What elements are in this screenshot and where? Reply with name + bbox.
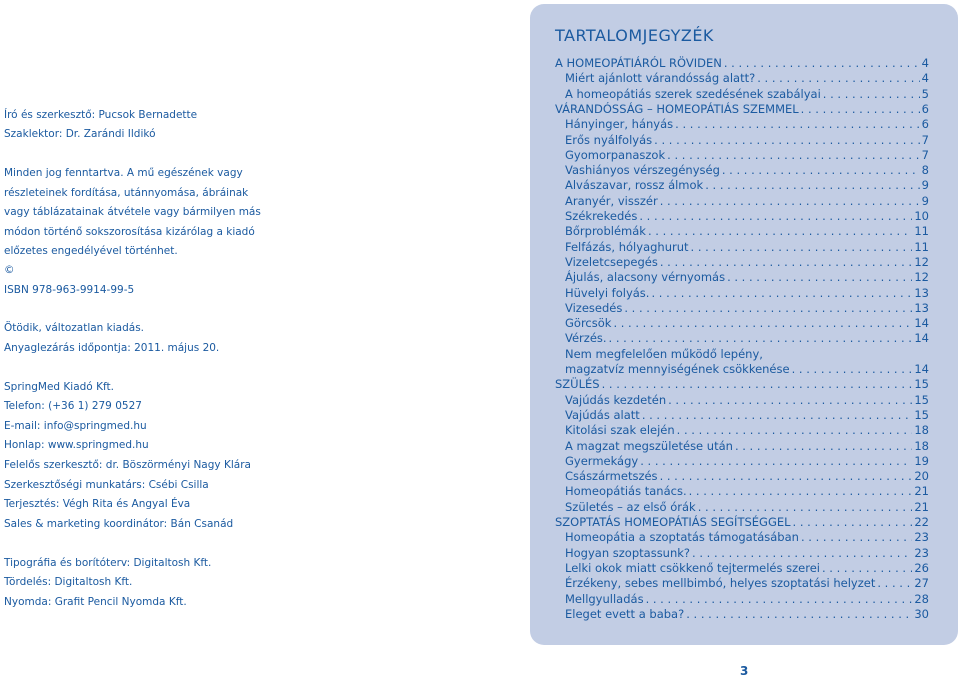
toc-entry-title: Hüvelyi folyás.	[565, 285, 650, 300]
toc-entry-page: 21	[914, 499, 929, 514]
toc-entry-page: 11	[914, 224, 929, 239]
toc-entry	[565, 607, 929, 622]
toc-dot-leader	[823, 87, 920, 101]
toc-entry-title: Vérzés.	[565, 331, 607, 346]
toc-entry	[565, 484, 929, 499]
toc-entry-title: A magzat megszületése után	[565, 438, 733, 453]
toc-dot-leader	[660, 255, 913, 269]
toc-entry-title: Görcsök	[565, 316, 612, 331]
toc-dot-leader	[689, 484, 913, 498]
toc-entry-page: 6	[921, 101, 929, 116]
toc-entry-page: 12	[914, 254, 929, 269]
toc-entry	[565, 270, 929, 285]
toc-dot-leader	[651, 286, 912, 300]
toc-entry	[565, 316, 929, 331]
editorial-staff-line: Szerkesztőségi munkatárs: Csébi Csilla	[4, 479, 209, 491]
toc-section-entry	[555, 515, 929, 530]
toc-entry-title: Hányinger, hányás	[565, 117, 674, 132]
toc-entry	[565, 178, 929, 193]
toc-section-entry	[555, 102, 929, 117]
rights-line: módon történő sokszorosítása kizárólag a kiadó	[4, 226, 255, 238]
toc-dot-leader	[648, 224, 912, 238]
toc-entry	[565, 301, 929, 316]
toc-entry-title: Lelki okok miatt csökkenő tejtermelés szerei	[565, 560, 820, 575]
toc-entry	[565, 561, 929, 576]
toc-entry-title: Vajúdás kezdetén	[565, 392, 667, 407]
toc-entry-page: 12	[914, 270, 929, 285]
toc-dot-leader	[724, 56, 920, 70]
toc-dot-leader	[686, 607, 912, 621]
toc-entry-page: 11	[914, 239, 929, 254]
toc-entry	[565, 362, 929, 377]
toc-dot-leader	[624, 301, 912, 315]
toc-entry	[565, 117, 929, 132]
toc-entry-title: Vizeletcsepegés	[565, 254, 658, 269]
toc-dot-leader	[642, 408, 913, 422]
toc-entry-page: 15	[914, 377, 929, 392]
closing-date-line: Anyaglezárás időpontja: 2011. május 20.	[4, 342, 220, 354]
toc-section-entry	[555, 56, 929, 71]
toc-entry-page: 14	[914, 362, 929, 376]
toc-dot-leader	[722, 163, 920, 177]
toc-entry	[565, 240, 929, 255]
toc-entry-title: SZOPTATÁS HOMEOPÁTIÁS SEGÍTSÉGGEL	[555, 515, 791, 529]
toc-entry-title: Erős nyálfolyás	[565, 132, 653, 147]
toc-entry-page: 30	[914, 606, 929, 621]
author-line: Író és szerkesztő: Pucsok Bernadette	[4, 109, 198, 121]
edition-line: Ötödik, változatlan kiadás.	[4, 322, 144, 334]
distribution-line: Terjesztés: Végh Rita és Angyal Éva	[4, 498, 191, 510]
copyright-symbol: ©	[4, 264, 15, 276]
toc-entry-page: 4	[921, 71, 929, 86]
toc-entry	[565, 87, 929, 102]
toc-entry-page: 18	[914, 438, 929, 453]
toc-entry-page: 14	[914, 316, 929, 331]
toc-title: TARTALOMJEGYZÉK	[555, 26, 714, 45]
toc-entry-page: 9	[921, 193, 929, 208]
toc-entry-page: 8	[921, 163, 929, 178]
toc-entry-page: 23	[914, 530, 929, 545]
toc-entry-page: 13	[914, 285, 929, 300]
toc-entry-title: Születés – az első órák	[565, 499, 696, 514]
toc-entry	[565, 423, 929, 438]
toc-entry	[565, 469, 929, 484]
toc-dot-leader	[822, 561, 912, 575]
isbn-line: ISBN 978-963-9914-99-5	[4, 284, 135, 296]
toc-entry	[565, 576, 929, 591]
toc-dot-leader	[692, 546, 912, 560]
toc-entry	[565, 209, 929, 224]
website-line: Honlap: www.springmed.hu	[4, 439, 149, 451]
toc-entry-page: 9	[921, 178, 929, 193]
toc-entry-title: Ájulás, alacsony vérnyomás	[565, 270, 726, 285]
toc-entry-title: Császármetszés	[565, 469, 658, 484]
toc-dot-leader	[667, 148, 920, 162]
toc-entry	[565, 408, 929, 423]
toc-entry	[565, 286, 929, 301]
toc-entry-page: 6	[921, 117, 929, 132]
table-of-contents	[530, 4, 958, 645]
toc-dot-leader	[801, 530, 912, 544]
toc-dot-leader	[677, 423, 913, 437]
toc-dot-leader	[613, 316, 912, 330]
toc-entry	[565, 224, 929, 239]
publisher-line: SpringMed Kiadó Kft.	[4, 381, 114, 393]
toc-entry-title: Miért ajánlott várandósság alatt?	[565, 71, 756, 86]
toc-dot-leader	[602, 377, 913, 391]
toc-dot-leader	[609, 331, 913, 345]
toc-entry	[565, 347, 929, 362]
toc-dot-leader	[691, 240, 913, 254]
toc-entry	[565, 148, 929, 163]
toc-dot-leader	[801, 102, 920, 116]
toc-entry	[565, 439, 929, 454]
toc-entry-title: Vashiányos vérszegénység	[565, 163, 720, 178]
toc-entry-title: Érzékeny, sebes mellbimbó, helyes szoptatási helyzet	[565, 576, 876, 591]
toc-dot-leader	[640, 454, 912, 468]
toc-entry-page: 27	[914, 576, 929, 591]
toc-dot-leader	[660, 469, 913, 483]
toc-dot-leader	[639, 209, 912, 223]
toc-entry-page: 18	[914, 423, 929, 438]
toc-entry	[565, 454, 929, 469]
toc-entry-title: SZÜLÉS	[555, 377, 600, 392]
toc-entry-title: Székrekedés	[565, 209, 638, 223]
toc-dot-leader	[675, 117, 920, 131]
toc-entry-title: Gyermekágy	[565, 453, 639, 468]
toc-entry-page: 7	[921, 132, 929, 147]
toc-entry	[565, 500, 929, 515]
toc-entry-title: Vajúdás alatt	[565, 407, 640, 422]
toc-dot-leader	[654, 133, 920, 147]
rights-line: Minden jog fenntartva. A mű egészének vagy	[4, 167, 243, 179]
toc-entry-title: VÁRANDÓSSÁG – HOMEOPÁTIÁS SZEMMEL	[555, 101, 799, 116]
toc-entry	[565, 331, 929, 346]
toc-entry-page: 26	[914, 560, 929, 575]
toc-entry	[565, 255, 929, 270]
email-line: E-mail: info@springmed.hu	[4, 420, 147, 432]
page-number: 3	[740, 664, 749, 678]
reviewer-line: Szaklektor: Dr. Zarándi Ildikó	[4, 128, 156, 140]
toc-entry	[565, 194, 929, 209]
sales-line: Sales & marketing koordinátor: Bán Csanád	[4, 518, 234, 530]
toc-entry-page: 28	[914, 591, 929, 606]
toc-entry-page: 14	[914, 331, 929, 346]
toc-entry-page: 22	[914, 515, 929, 529]
toc-dot-leader	[660, 194, 920, 208]
toc-dot-leader	[793, 515, 913, 529]
rights-line: vagy táblázatainak átvétele vagy bármilyen más	[4, 206, 261, 218]
toc-entry	[565, 530, 929, 545]
layout-line: Tördelés: Digitaltosh Kft.	[4, 576, 133, 588]
toc-entry-page: 19	[914, 453, 929, 468]
toc-entry	[565, 71, 929, 86]
toc-dot-leader	[646, 592, 913, 606]
toc-dot-leader	[698, 500, 913, 514]
toc-entry-title: Vizesedés	[565, 300, 623, 315]
toc-entry-page: 5	[921, 86, 929, 101]
toc-entry-page: 15	[914, 407, 929, 422]
toc-entry-title: Gyomorpanaszok	[565, 147, 666, 162]
toc-entry-title: A homeopátiás szerek szedésének szabályai	[565, 86, 821, 101]
editor-in-charge-line: Felelős szerkesztő: dr. Böszörményi Nagy Klára	[4, 459, 251, 471]
rights-line: előzetes engedélyével történhet.	[4, 245, 178, 257]
toc-entry-title: Felfázás, hólyaghurut	[565, 239, 689, 254]
toc-entry-title: Nem megfelelően működő lepény,	[565, 346, 763, 361]
toc-entry-page: 15	[914, 392, 929, 407]
toc-entry-page: 7	[921, 147, 929, 162]
toc-entry	[565, 133, 929, 148]
phone-line: Telefon: (+36 1) 279 0527	[4, 400, 142, 412]
toc-entry-page: 23	[914, 545, 929, 560]
toc-entry	[565, 393, 929, 408]
toc-dot-leader	[757, 71, 919, 85]
toc-entry-title: Hogyan szoptassunk?	[565, 545, 691, 560]
toc-entry	[565, 163, 929, 178]
toc-entry-title: Bőrproblémák	[565, 224, 646, 239]
toc-entry-title: Kitolási szak elején	[565, 423, 675, 438]
toc-dot-leader	[735, 439, 912, 453]
toc-dot-leader	[668, 393, 912, 407]
typography-line: Tipográfia és borítóterv: Digitaltosh Kft.	[4, 557, 212, 569]
toc-entry-title: Homeopátia a szoptatás támogatásában	[565, 530, 799, 545]
toc-entry-title: Eleget evett a baba?	[565, 606, 685, 621]
toc-dot-leader	[792, 362, 913, 376]
toc-entry-title: magzatvíz mennyiségének csökkenése	[565, 362, 790, 376]
toc-dot-leader	[705, 178, 919, 192]
printing-line: Nyomda: Grafit Pencil Nyomda Kft.	[4, 596, 187, 608]
toc-dot-leader	[727, 270, 912, 284]
toc-entry-title: A HOMEOPÁTIÁRÓL RÖVIDEN	[555, 56, 722, 70]
rights-line: részleteinek fordítása, utánnyomása, ábráinak	[4, 187, 249, 199]
toc-entry-title: Homeopátiás tanács.	[565, 484, 687, 499]
toc-entry-page: 10	[914, 209, 929, 223]
toc-entry	[565, 546, 929, 561]
toc-section-entry	[555, 377, 929, 392]
toc-entry	[565, 592, 929, 607]
toc-dot-leader	[877, 576, 912, 590]
toc-entry-title: Aranyér, visszér	[565, 193, 658, 208]
toc-entry-title: Alvászavar, rossz álmok	[565, 178, 704, 193]
toc-entry-title: Mellgyulladás	[565, 591, 644, 606]
toc-entry-page: 13	[914, 300, 929, 315]
toc-entry-page: 21	[914, 484, 929, 499]
toc-entry-page: 20	[914, 469, 929, 484]
toc-entry-page: 4	[921, 56, 929, 70]
